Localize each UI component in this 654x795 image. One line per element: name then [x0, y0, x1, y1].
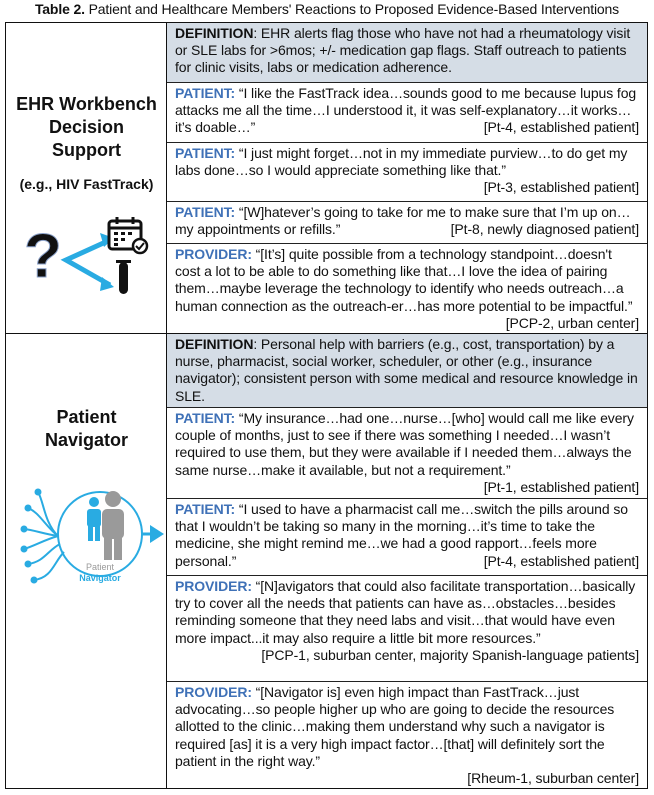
- quote-row: [167, 82, 647, 142]
- interventions-table: [5, 22, 648, 789]
- question-to-calendar-and-test-tube-icon: [22, 215, 152, 297]
- title-line: EHR Workbench: [16, 94, 157, 114]
- caption-label: Table 2.: [34, 1, 85, 17]
- section-navigator-label-cell: [6, 334, 167, 789]
- attribution: [PCP-2, urban center]: [505, 314, 639, 331]
- definition-text: : Personal help with barriers (e.g., cost, transportation) by a nurse, pharmacist, social worker, scheduler, or other (e.g., insurance navigator); consistent person with some medical and resource knowledge in SLE.: [175, 336, 638, 404]
- section-ehr-subtitle: (e.g., HIV FastTrack): [19, 176, 154, 192]
- svg-text:?: ?: [24, 222, 62, 291]
- section-ehr-title: [6, 93, 167, 162]
- definition-label: DEFINITION: [175, 25, 254, 41]
- icon-label-navigator: Navigator: [79, 573, 121, 583]
- attribution: [PCP-1, suburban center, majority Spanish-language patients]: [261, 646, 639, 663]
- section-navigator-title: [6, 406, 167, 452]
- definition-text: : EHR alerts flag those who have not had a rheumatology visit or SLE labs for >6mos; +/- medication gap flags. Staff outreach to patients for clinic visits, labs or medication adherence.: [175, 25, 631, 76]
- speaker-label: PROVIDER:: [175, 684, 252, 700]
- speaker-label: PATIENT:: [175, 145, 236, 161]
- attribution: [Pt-4, established patient]: [483, 119, 639, 136]
- attribution: [Pt-3, established patient]: [483, 179, 639, 196]
- title-line: Navigator: [44, 430, 129, 450]
- quote-text: “[N]avigators that could also facilitate transportation…basically try to cover all the needs that patients can have as…obstacles…besides reminding someone that they need labs and visit…that would have even more impact...it may also require a little bit more resources.”: [175, 578, 636, 646]
- quote-row: [167, 201, 647, 243]
- attribution: [Pt-4, established patient]: [483, 552, 639, 569]
- quote-text: “[Navigator is] even high impact than FastTrack…just advocating…so people higher up who are going to decide the resources allotted to the clinic…making them understand why such a navigator is required [as] it is a very high impact factor…[that] will definitely sort the patient in the right way.”: [175, 684, 615, 769]
- quote-text: “I like the FastTrack idea…sounds good to me because lupus fog attacks me all the time…I understood it, it was self-explanatory…it works…it’s doable…”: [175, 85, 637, 136]
- quote-row: [167, 498, 647, 575]
- speaker-label: PATIENT:: [175, 501, 236, 517]
- speaker-label: PROVIDER:: [175, 246, 252, 262]
- quote-text: “[W]hatever’s going to take for me to make sure that I’m up on…my appointments or refills.”: [175, 204, 631, 238]
- speaker-label: PROVIDER:: [175, 578, 252, 594]
- quote-text: “I just might forget…not in my immediate purview…to do get my labs done…so I would appreciate something like that.”: [175, 145, 628, 179]
- speaker-label: PATIENT:: [175, 410, 236, 426]
- patient-navigator-icon: [14, 482, 164, 592]
- quote-row: [167, 407, 647, 498]
- quote-text: “[It’s] quite possible from a technology standpoint…doesn't cost a lot to be able to do something like that…I love the idea of pairing them…maybe leverage the technology to identify who needs outreach…a human connection as the outreach-er…has more potential to be impactful.”: [175, 246, 633, 314]
- attribution: [Rheum-1, suburban center]: [467, 770, 639, 787]
- section-ehr-label-cell: [6, 23, 167, 333]
- attribution: [Pt-1, established patient]: [483, 478, 639, 495]
- title-line: Patient: [56, 407, 117, 427]
- speaker-label: PATIENT:: [175, 204, 236, 220]
- quote-row: [167, 681, 647, 788]
- title-line: Decision: [48, 117, 125, 137]
- definition-row: [167, 23, 647, 82]
- quote-text: “My insurance…had one…nurse…[who] would call me like every couple of months, just to see if there was something I needed…I wasn’t required to use them, but they were available if I needed them…always the same nurse…make it available, but not a requirement.”: [175, 410, 634, 478]
- title-line: Support: [52, 140, 121, 160]
- definition-label: DEFINITION: [175, 336, 254, 352]
- icon-label-patient: Patient: [85, 562, 115, 572]
- quote-row: [167, 142, 647, 201]
- quote-row: [167, 243, 647, 333]
- table-caption: [0, 1, 654, 17]
- quote-row: [167, 575, 647, 681]
- quote-text: “I used to have a pharmacist call me…switch the pills around so that I wouldn’t be taking so many in the morning…it’s time to take the medicine, she might remind me…we had a good rapport…feels more personal.”: [175, 501, 628, 569]
- caption-text: Patient and Healthcare Members' Reactions to Proposed Evidence-Based Interventions: [84, 1, 620, 17]
- definition-row: [167, 334, 647, 407]
- speaker-label: PATIENT:: [175, 85, 236, 101]
- attribution: [Pt-8, newly diagnosed patient]: [450, 221, 639, 238]
